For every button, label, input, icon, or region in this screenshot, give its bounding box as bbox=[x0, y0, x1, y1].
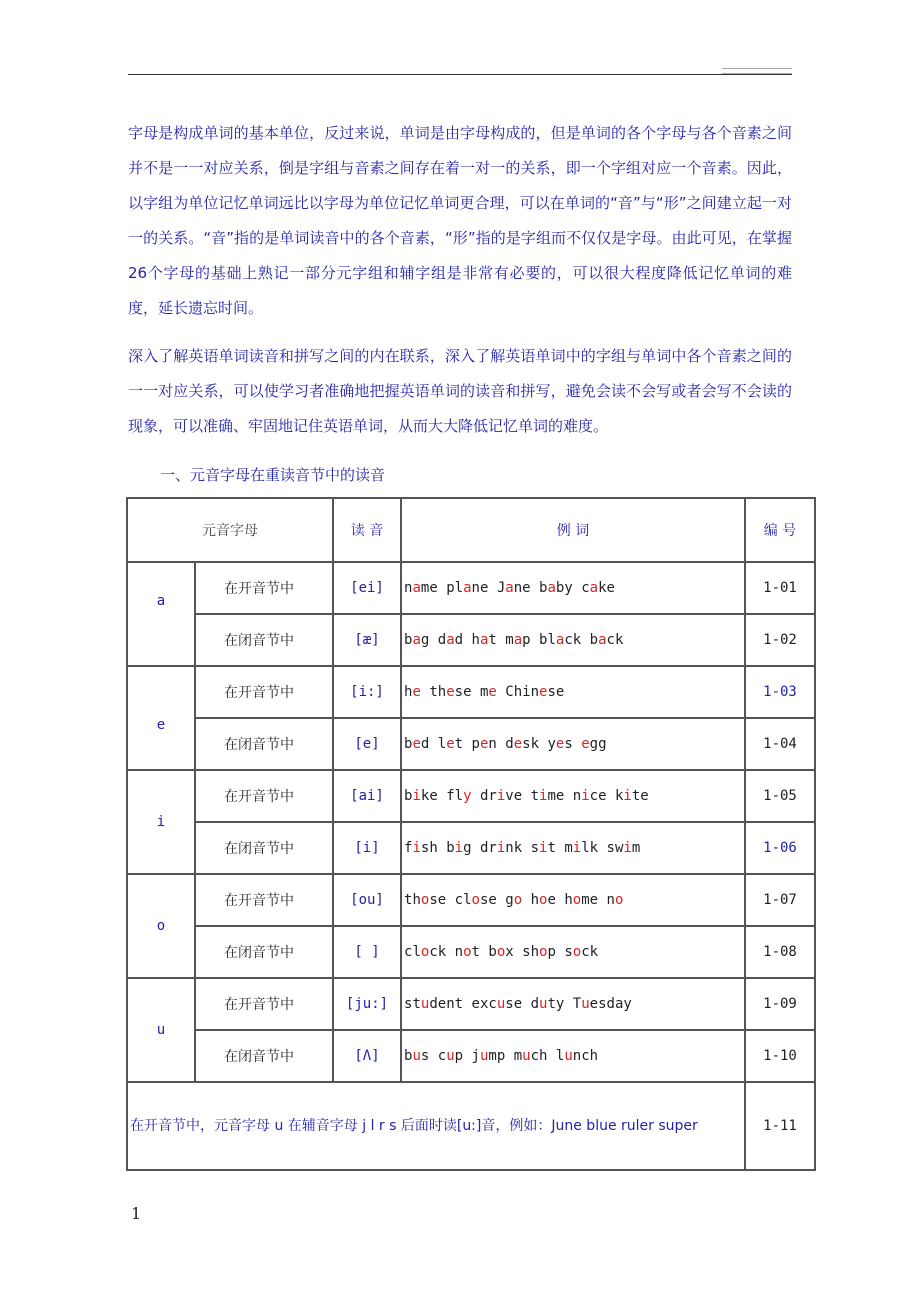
header-letter: 元音字母 bbox=[127, 498, 333, 562]
table-header-row bbox=[127, 498, 815, 562]
table-note-row bbox=[127, 1082, 815, 1170]
number-cell: 1-11 bbox=[745, 1082, 815, 1170]
ipa-cell: [i:] bbox=[333, 666, 401, 718]
number-cell: 1-02 bbox=[745, 614, 815, 666]
table-row bbox=[127, 718, 815, 770]
number-cell: 1-06 bbox=[745, 822, 815, 874]
syllable-cell: 在闭音节中 bbox=[195, 718, 333, 770]
ipa-cell: [ ] bbox=[333, 926, 401, 978]
header-ipa: 读 音 bbox=[333, 498, 401, 562]
syllable-cell: 在开音节中 bbox=[195, 874, 333, 926]
letter-a: a bbox=[127, 562, 195, 666]
ipa-cell: [æ] bbox=[333, 614, 401, 666]
examples-cell: name plane Jane baby cake bbox=[401, 562, 745, 614]
ipa-cell: [ju:] bbox=[333, 978, 401, 1030]
table-row bbox=[127, 822, 815, 874]
number-cell: 1-08 bbox=[745, 926, 815, 978]
examples-cell: clock not box shop sock bbox=[401, 926, 745, 978]
table-row bbox=[127, 562, 815, 614]
letter-i: i bbox=[127, 770, 195, 874]
ipa-cell: [Λ] bbox=[333, 1030, 401, 1082]
number-cell: 1-04 bbox=[745, 718, 815, 770]
syllable-cell: 在闭音节中 bbox=[195, 926, 333, 978]
number-cell: 1-03 bbox=[745, 666, 815, 718]
number-cell: 1-05 bbox=[745, 770, 815, 822]
page-number: 1 bbox=[131, 1204, 142, 1223]
table-row bbox=[127, 666, 815, 718]
syllable-cell: 在开音节中 bbox=[195, 562, 333, 614]
table-row bbox=[127, 926, 815, 978]
note-text: 在开音节中，元音字母 u 在辅音字母 j l r s 后面时读[u:]音，例如：June blue ruler super bbox=[127, 1082, 745, 1170]
header-number: 编 号 bbox=[745, 498, 815, 562]
syllable-cell: 在开音节中 bbox=[195, 770, 333, 822]
examples-cell: he these me Chinese bbox=[401, 666, 745, 718]
intro-paragraph-1: 字母是构成单词的基本单位，反过来说，单词是由字母构成的，但是单词的各个字母与各个音素之间并不是一一对应关系，倒是字组与音素之间存在着一对一的关系，即一个字组对应一个音素。因此，以字组为单位记忆单词远比以字母为单位记忆单词更合理，可以在单词的“音”与“形”之间建立起一对一的关系。“音”指的是单词读音中的各个音素，“形”指的是字组而不仅仅是字母。由此可见，在掌握26个字母的基础上熟记一部分元字组和辅字组是非常有必要的，可以很大程度降低记忆单词的难度，延长遗忘时间。 bbox=[128, 124, 792, 317]
number-cell: 1-01 bbox=[745, 562, 815, 614]
table-row bbox=[127, 978, 815, 1030]
number-cell: 1-07 bbox=[745, 874, 815, 926]
syllable-cell: 在开音节中 bbox=[195, 666, 333, 718]
examples-cell: bus cup jump much lunch bbox=[401, 1030, 745, 1082]
letter-u: u bbox=[127, 978, 195, 1082]
number-cell: 1-10 bbox=[745, 1030, 815, 1082]
table-row bbox=[127, 1030, 815, 1082]
ipa-cell: [ai] bbox=[333, 770, 401, 822]
examples-cell: bag dad hat map black back bbox=[401, 614, 745, 666]
examples-cell: bike fly drive time nice kite bbox=[401, 770, 745, 822]
section-title: 一、元音字母在重读音节中的读音 bbox=[160, 466, 386, 484]
table-row bbox=[127, 770, 815, 822]
syllable-cell: 在闭音节中 bbox=[195, 614, 333, 666]
header-examples: 例 词 bbox=[401, 498, 745, 562]
header-rule bbox=[128, 74, 792, 75]
intro-paragraph-2: 深入了解英语单词读音和拼写之间的内在联系，深入了解英语单词中的字组与单词中各个音素之间的一一对应关系，可以使学习者准确地把握英语单词的读音和拼写，避免会读不会写或者会写不会读的现象，可以准确、牢固地记住英语单词，从而大大降低记忆单词的难度。 bbox=[128, 347, 792, 435]
examples-cell: those close go hoe home no bbox=[401, 874, 745, 926]
ipa-cell: [i] bbox=[333, 822, 401, 874]
examples-cell: bed let pen desk yes egg bbox=[401, 718, 745, 770]
syllable-cell: 在闭音节中 bbox=[195, 822, 333, 874]
examples-cell: fish big drink sit milk swim bbox=[401, 822, 745, 874]
table-row bbox=[127, 874, 815, 926]
ipa-cell: [ou] bbox=[333, 874, 401, 926]
ipa-cell: [e] bbox=[333, 718, 401, 770]
ipa-cell: [ei] bbox=[333, 562, 401, 614]
syllable-cell: 在闭音节中 bbox=[195, 1030, 333, 1082]
letter-o: o bbox=[127, 874, 195, 978]
examples-cell: student excuse duty Tuesday bbox=[401, 978, 745, 1030]
letter-e: e bbox=[127, 666, 195, 770]
header-mark bbox=[722, 68, 792, 74]
table-row bbox=[127, 614, 815, 666]
vowel-table bbox=[126, 497, 816, 1171]
syllable-cell: 在开音节中 bbox=[195, 978, 333, 1030]
number-cell: 1-09 bbox=[745, 978, 815, 1030]
